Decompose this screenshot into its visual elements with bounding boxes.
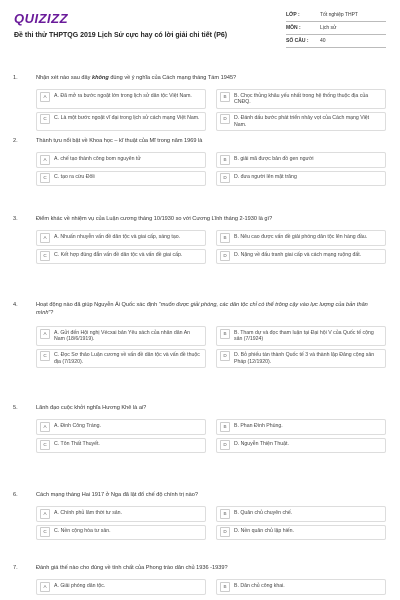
question-item [0, 491, 400, 540]
question-number: 3. [13, 216, 18, 222]
question-text-part: ”? [48, 310, 54, 316]
question-text-part: Hoạt động nào đã giúp Nguyễn Ái Quốc xác định “ [36, 302, 161, 308]
question-header [0, 491, 400, 499]
question-header [0, 564, 400, 572]
option-letter-box: B [220, 155, 230, 165]
option-letter-box: B [220, 92, 230, 102]
option-text: A. Đinh Công Tráng. [54, 422, 102, 429]
question-header [0, 215, 400, 223]
option-letter-box: A [40, 509, 50, 519]
question-text-part: Điểm khác về nhiệm vụ của Luận cương tháng 10/1930 so với Cương Lĩnh tháng 2-1930 là gì? [36, 216, 273, 222]
question-text [27, 491, 400, 499]
meta-value: Lịch sử [320, 25, 337, 31]
answer-option-b[interactable] [216, 419, 386, 435]
answer-option-a[interactable] [36, 326, 206, 346]
meta-label: LỚP : [286, 12, 300, 18]
option-text: D. đưa người lên mặt trăng [234, 174, 297, 180]
option-text: B. Tham dự và đọc tham luận tại Đại hội V của Quốc tế cộng sản (7/1924) [234, 329, 374, 343]
question-item [0, 137, 400, 186]
question-text-part: Nhận xét nào sau đây [36, 75, 92, 81]
option-text: A. Chính phủ lâm thời tư sản. [54, 509, 123, 516]
question-item [0, 564, 400, 595]
option-text: D. Nặng về đấu tranh giai cấp và cách mạng ruộng đất. [234, 252, 362, 258]
answer-option-d[interactable] [216, 249, 386, 265]
answer-option-d[interactable] [216, 349, 386, 369]
question-item [0, 301, 400, 368]
option-letter-box: D [220, 527, 230, 537]
option-letter-box: A [40, 329, 50, 339]
option-letter-box: C [40, 251, 50, 261]
answer-option-a[interactable] [36, 419, 206, 435]
question-number: 2. [13, 138, 18, 144]
answer-options [36, 152, 386, 186]
option-letter-box: A [40, 155, 50, 165]
answer-options [36, 89, 386, 131]
quizizz-logo: QUIZIZZ [14, 11, 69, 26]
option-letter-box: A [40, 92, 50, 102]
answer-option-b[interactable] [216, 152, 386, 168]
option-letter-box: C [40, 527, 50, 537]
worksheet-title: Đề thi thử THPTQG 2019 Lịch Sử cực hay có lời giải chi tiết (P6) [14, 32, 228, 39]
option-text: C. Nền cộng hòa tư sản. [54, 528, 111, 534]
option-letter-box: A [40, 582, 50, 592]
meta-label: MÔN : [286, 25, 301, 31]
answer-option-c[interactable] [36, 249, 206, 265]
answer-option-c[interactable] [36, 349, 206, 369]
answer-option-a[interactable] [36, 89, 206, 109]
option-text: C. Đọc Sơ thảo Luận cương về vấn đề dân tộc và vấn đề thuộc địa (7/1920). [54, 352, 200, 365]
question-text [27, 215, 400, 223]
answer-option-c[interactable] [36, 112, 206, 132]
answer-option-b[interactable] [216, 506, 386, 522]
answer-options [36, 506, 386, 540]
option-letter-box: B [220, 329, 230, 339]
option-text: A. chế tạo thành công bom nguyên tử [54, 155, 141, 162]
option-letter-box: C [40, 114, 50, 124]
option-text: B. Quân chủ chuyên chế. [234, 509, 293, 516]
answer-option-d[interactable] [216, 112, 386, 132]
answer-option-d[interactable] [216, 171, 386, 187]
question-text-part: Lãnh đạo cuộc khởi nghĩa Hương Khê là ai? [36, 405, 147, 411]
answer-options [36, 326, 386, 368]
answer-option-b[interactable] [216, 230, 386, 246]
question-text [27, 404, 400, 412]
answer-option-d[interactable] [216, 525, 386, 541]
question-quote: muốn được giải phóng, các dân tộc chỉ có thể trông cậy vào lực lượng của bản thân mình [36, 302, 368, 316]
option-letter-box: D [220, 351, 230, 361]
question-text [27, 564, 400, 572]
answer-option-a[interactable] [36, 230, 206, 246]
answer-option-c[interactable] [36, 438, 206, 454]
question-text [27, 301, 400, 317]
question-header [0, 404, 400, 412]
answer-options [36, 419, 386, 453]
question-item [0, 404, 400, 453]
question-text-part: Cách mạng tháng Hai 1917 ở Nga đã lật đổ chế độ chính trị nào? [36, 492, 198, 498]
option-text: A. Gửi đến Hội nghị Vécxai bản Yêu sách của nhân dân An Nam (18/6/1919). [54, 329, 191, 343]
question-number: 5. [13, 405, 18, 411]
option-text: C. tạo ra cừu Đôli [54, 174, 95, 180]
meta-row-class [286, 9, 386, 22]
option-letter-box: A [40, 233, 50, 243]
answer-option-a[interactable] [36, 152, 206, 168]
answer-option-b[interactable] [216, 89, 386, 109]
option-letter-box: C [40, 440, 50, 450]
answer-option-a[interactable] [36, 579, 206, 595]
option-text: C. Kết hợp đúng đắn vấn đề dân tộc và vấn đề giai cấp. [54, 252, 183, 258]
meta-row-count [286, 35, 386, 48]
answer-option-a[interactable] [36, 506, 206, 522]
option-text: A. Nhuấn nhuyễn vấn đề dân tộc và giai cấp, sáng tạo. [54, 233, 181, 240]
question-emphasis: không [91, 75, 109, 81]
answer-option-b[interactable] [216, 326, 386, 346]
question-number: 7. [13, 565, 18, 571]
question-text-part: Đánh giá thế nào cho đúng về tính chất của Phong trào dân chủ 1936 -1939? [36, 565, 228, 571]
option-text: B. giải mã được bản đồ gen người [234, 155, 314, 162]
question-header [0, 137, 400, 145]
meta-value: 40 [320, 38, 326, 44]
question-number: 1. [13, 75, 18, 81]
option-letter-box: B [220, 509, 230, 519]
option-letter-box: D [220, 173, 230, 183]
answer-options [36, 579, 386, 595]
option-text: B. Dân chủ công khai. [234, 582, 285, 589]
question-item [0, 74, 400, 131]
option-text: A. Đã mở ra bước ngoặt lớn trong lịch sử dân tộc Việt Nam. [54, 92, 192, 99]
question-text-part: đúng về ý nghĩa của Cách mạng tháng Tám 1945? [108, 75, 237, 81]
meta-value: Tốt nghiệp THPT [320, 12, 358, 18]
option-text: B. Nêu cao được vấn đề giải phóng dân tộc lên hàng đầu. [234, 233, 368, 240]
option-letter-box: B [220, 422, 230, 432]
option-letter-box: B [220, 233, 230, 243]
worksheet-meta [286, 9, 386, 48]
option-text: A. Giải phóng dân tộc. [54, 582, 106, 589]
option-letter-box: A [40, 422, 50, 432]
option-letter-box: D [220, 251, 230, 261]
meta-row-subject [286, 22, 386, 35]
question-text-part: Thành tựu nổi bật về Khoa học – kĩ thuật của Mĩ trong năm 1969 là [36, 138, 203, 144]
question-item [0, 215, 400, 264]
option-letter-box: D [220, 114, 230, 124]
question-number: 6. [13, 492, 18, 498]
option-letter-box: C [40, 351, 50, 361]
question-text [27, 74, 400, 82]
option-letter-box: D [220, 440, 230, 450]
question-text [27, 137, 400, 145]
option-letter-box: B [220, 582, 230, 592]
question-number: 4. [13, 302, 18, 308]
option-text: B. Phan Đình Phùng. [234, 422, 283, 429]
option-text: C. Là một bước ngoặt vĩ đại trong lịch sử cách mạng Việt Nam. [54, 115, 200, 122]
worksheet-header [0, 0, 400, 64]
option-text: D. Bỏ phiếu tán thành Quốc tế 3 và thành lập Đảng cộng sản Pháp (12/1920). [234, 352, 375, 365]
answer-option-c[interactable] [36, 525, 206, 541]
answer-options [36, 230, 386, 264]
answer-option-d[interactable] [216, 438, 386, 454]
answer-option-b[interactable] [216, 579, 386, 595]
option-text: D. Nguyễn Thiện Thuật. [234, 441, 289, 447]
answer-option-c[interactable] [36, 171, 206, 187]
option-text: D. Đánh dấu bước phát triển nhảy vọt của Cách mạng Việt Nam. [234, 115, 370, 128]
question-header [0, 74, 400, 82]
question-header [0, 301, 400, 317]
option-text: C. Tôn Thất Thuyết. [54, 441, 100, 447]
meta-label: SỐ CÂU : [286, 38, 309, 44]
option-text: D. Nền quân chủ lập hiến. [234, 528, 294, 534]
option-letter-box: C [40, 173, 50, 183]
option-text: B. Chọc thủng khâu yếu nhất trong hệ thống thuộc địa của CNĐQ. [234, 92, 369, 106]
